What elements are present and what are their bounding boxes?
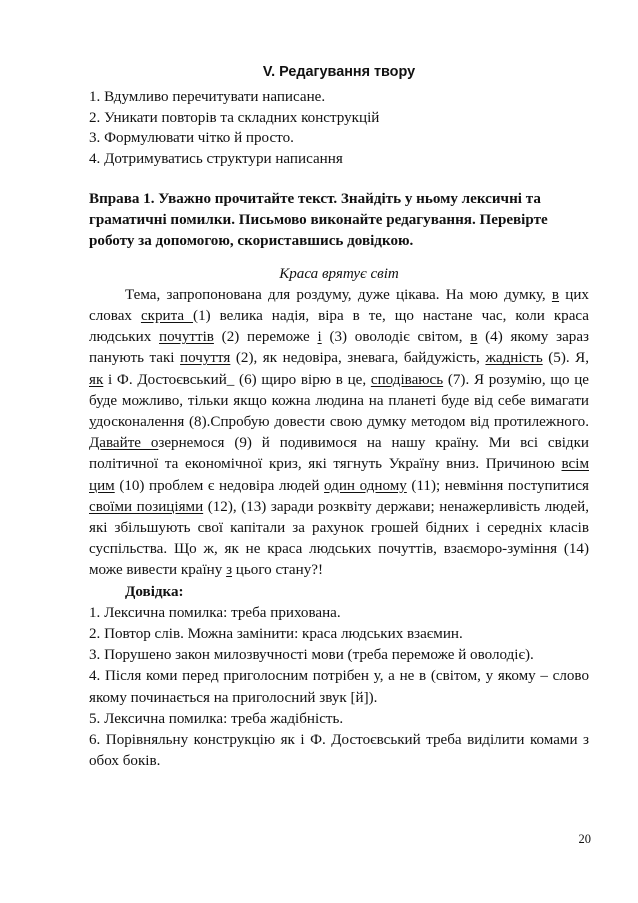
underlined-error-word: своїми позиціями	[89, 498, 204, 515]
exercise-text	[89, 285, 589, 582]
text-fragment: (5). Я,	[542, 350, 590, 367]
reference-list	[89, 603, 589, 773]
rule-item: 1. Вдумливо перечитувати написане.	[89, 89, 326, 105]
text-fragment: (10) проблем є недовіра людей	[114, 477, 325, 494]
text-fragment: (2) переможе	[213, 329, 318, 346]
text-fragment: і Ф. Достоєвський_ (6) щиро вірю в це,	[103, 371, 371, 388]
text-fragment: (12), (13) заради розквіту держави; ненажерливість людей, які збільшують свої капітали за рахунок грошей бідних і середніх класів суспільства. Що ж, як не краса людських почуттів, взаєморо-зуміння (14) може вивести країну	[89, 498, 590, 579]
text-fragment: (7). Я розумію, що це буде можливо, тільки якщо кожна людина на планеті буде від себе вимагати	[89, 371, 589, 409]
rule-item: 3. Формулювати чітко й просто.	[89, 130, 294, 146]
underlined-error-word: і	[317, 329, 322, 346]
page-number: 20	[578, 832, 591, 846]
editing-rules-list	[89, 87, 589, 169]
reference-item: 6. Порівняльну конструкцію як і Ф. Достоєвський треба виділити комами з обох боків.	[89, 732, 589, 770]
text-title: Краса врятує світ	[279, 265, 399, 282]
page-content	[89, 62, 589, 772]
text-fragment: (1) велика надія, віра в те, що настане час, коли краса людських	[89, 308, 589, 346]
text-fragment: зернемося (9) й подивимося на нашу країну. Ми всі свідки політичної та економічної криз, які тягнуть Україну вниз. Причиною	[89, 435, 589, 473]
underlined-error-word: в	[470, 329, 478, 346]
section-title: V. Редагування твору	[262, 64, 416, 80]
text-fragment: (11); невміння поступитися	[406, 477, 589, 494]
underlined-error-word: почуття	[180, 350, 231, 367]
underlined-error-word: почуттів	[159, 329, 214, 346]
underlined-error-word: Давайте о	[89, 435, 159, 452]
reference-item: 1. Лексична помилка: треба прихована.	[89, 604, 341, 621]
exercise-task: Вправа 1. Уважно прочитайте текст. Знайдіть у ньому лексичні та граматичні помилки. Письмово виконайте редагування. Перевірте роботу за допомогою, скориставшись довідкою.	[89, 191, 548, 250]
text-fragment: (4) якому зараз панують такі	[89, 329, 589, 367]
text-fragment: цього стану?!	[232, 562, 323, 579]
reference-label: Довідка:	[125, 583, 184, 600]
spacer	[89, 169, 589, 189]
text-fragment: Тема, запропонована для роздуму, дуже цікава. На мою думку,	[125, 286, 552, 303]
reference-item: 5. Лексична помилка: треба жадібність.	[89, 710, 344, 727]
underlined-error-word: сподіваюсь	[370, 371, 444, 388]
underlined-error-word: як	[89, 371, 104, 388]
underlined-error-word: скрита	[140, 308, 194, 325]
text-fragment: цих словах	[89, 286, 589, 325]
reference-item: 3. Порушено закон милозвучності мови (треба переможе й оволодіє).	[89, 647, 534, 664]
rule-item: 2. Уникати повторів та складних конструкцій	[89, 109, 380, 126]
text-fragment: (3) оволодіє світом,	[321, 329, 471, 346]
underlined-error-word: жадність	[485, 350, 543, 367]
reference-item: 2. Повтор слів. Можна замінити: краса людських взаємин.	[89, 626, 463, 643]
text-fragment: досконалення (8).Спробую довести свою думку методом від протилежного.	[95, 414, 589, 431]
underlined-error-word: всім цим	[89, 456, 589, 494]
reference-item: 4. Після коми перед приголосним потрібен у, а не в (світом, у якому – слово якому починається на приголосний звук [й]).	[89, 668, 589, 706]
underlined-error-word: один одному	[324, 477, 407, 494]
underlined-error-word: у	[89, 414, 96, 431]
rule-item: 4. Дотримуватись структури написання	[89, 150, 343, 167]
text-fragment: (2), як недовіра, зневага, байдужість,	[230, 350, 486, 367]
underlined-error-word: з	[226, 562, 233, 579]
underlined-error-word: в	[551, 286, 560, 303]
